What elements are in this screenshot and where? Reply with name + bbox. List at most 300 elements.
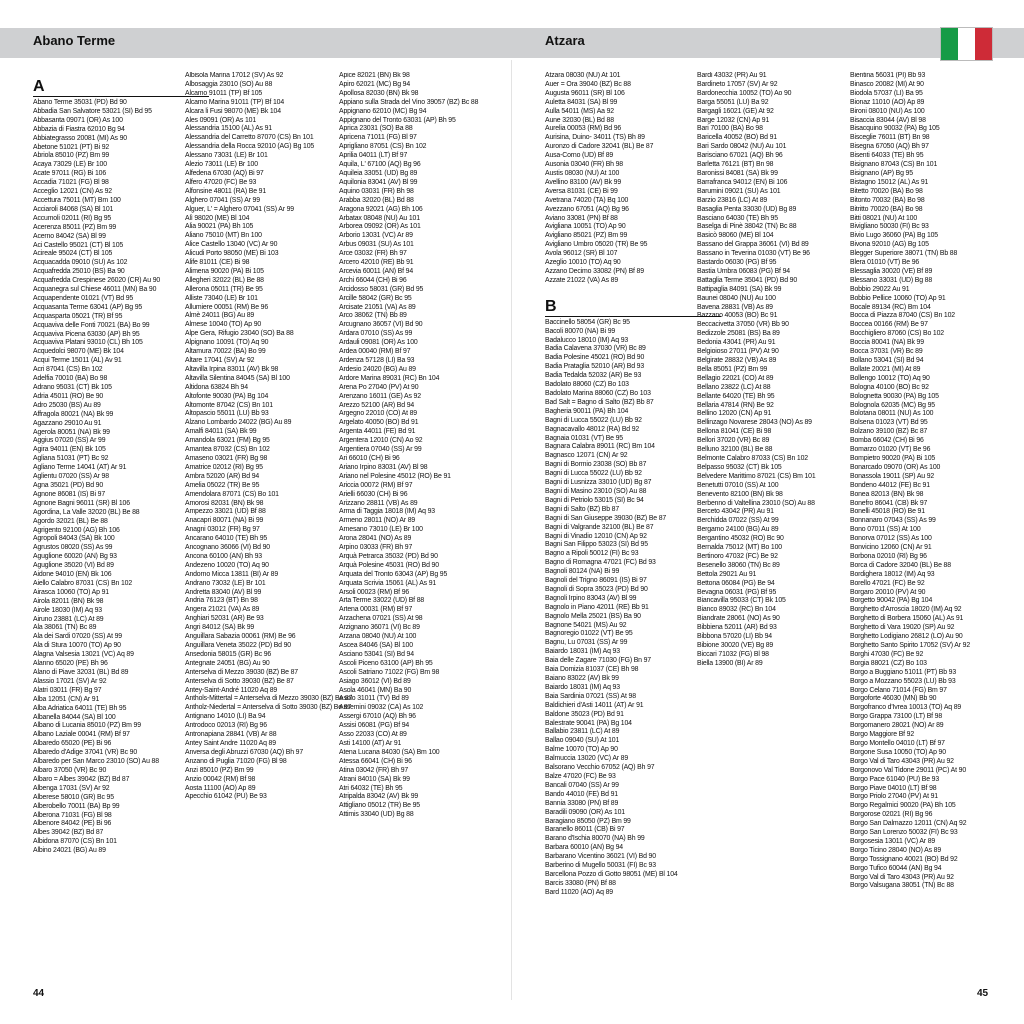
index-entry: Barge 12032 (CN) Ap 91 [697, 116, 770, 124]
index-entry: Assisi 06081 (PG) Bf 94 [339, 722, 410, 730]
index-entry: Binasco 20082 (MI) At 90 [850, 80, 924, 88]
index-entry: Acquanegra sul Chiese 46011 (MN) Ba 90 [33, 286, 157, 294]
index-entry: Agropoli 84043 (SA) Bk 100 [33, 535, 115, 543]
index-entry: Argegno 22010 (CO) At 89 [339, 410, 417, 418]
index-entry: Alba 12051 (CN) Ar 91 [33, 695, 100, 703]
index-entry: Azzano Decimo 33082 (PN) Bf 89 [545, 267, 644, 275]
index-entry: Argelato 40050 (BO) Bd 91 [339, 419, 419, 427]
index-entry: Baiano 83022 (AV) Bk 99 [545, 675, 619, 682]
index-entry: Agerola 80051 (NA) Bk 99 [33, 428, 110, 436]
index-entry: Bad Salt = Bagno di Salto (BZ) Bb 87 [545, 398, 654, 406]
index-entry: Auronzo di Cadore 32041 (BL) Be 87 [545, 143, 654, 151]
index-entry: Abbasanta 09071 (OR) As 100 [33, 116, 123, 124]
index-entry: Barano d'Ischia 80070 (NA) Bh 99 [545, 835, 645, 843]
index-entry: Antegnate 24051 (BG) Au 90 [185, 659, 270, 667]
index-entry: Badia Prataglia 52010 (AR) Bd 93 [545, 363, 645, 371]
index-entry: Atrani 84010 (SA) Bk 99 [339, 775, 410, 783]
index-entry: Badolato 88060 (CZ) Bo 103 [545, 381, 629, 389]
index-entry: Accumoli 02011 (RI) Bg 95 [33, 214, 112, 222]
index-entry: Antignano 14010 (LI) Ba 94 [185, 713, 266, 721]
index-entry: Bari Sardo 08042 (NU) Au 101 [697, 143, 787, 151]
index-entry: Bisegna 67050 (AQ) Bh 97 [850, 143, 929, 151]
index-entry: Baldone 35023 (PD) Bd 91 [545, 710, 624, 718]
index-entry: Borgo Val di Taro 43043 (PR) Au 92 [850, 757, 954, 765]
index-entry: Aprica 23031 (SO) Ba 88 [339, 125, 413, 133]
index-entry: Auletta 84031 (SA) Bl 99 [545, 98, 618, 106]
index-entry: Antronapiana 28841 (VB) Ar 88 [185, 731, 277, 739]
index-entry: Ancognano 36066 (VI) Bd 90 [185, 544, 270, 552]
index-entry: Adria 45011 (RO) Be 90 [33, 392, 104, 400]
index-entry: Alanno 65020 (PE) Bh 96 [33, 660, 108, 668]
index-entry: Bagni di San Giuseppe 39030 (BZ) Be 87 [545, 514, 667, 522]
index-entry: Bagnoli 80124 (NA) Bi 99 [545, 568, 620, 576]
index-entry: Bonelli 45018 (RO) Be 91 [850, 508, 925, 516]
index-column-4 [545, 72, 721, 992]
index-entry: Bagnara Calabra 89011 (RC) Bm 104 [545, 443, 655, 451]
index-entry: Alezio 73011 (LE) Br 100 [185, 161, 258, 169]
index-entry: Battaglia Terme 35041 (PD) Bd 90 [697, 276, 798, 284]
index-entry: Aprilia 04011 (LT) Bf 97 [339, 152, 408, 160]
index-entry: Agna 35021 (PD) Bd 90 [33, 481, 104, 489]
index-entry: Borbona 02010 (RI) Bg 96 [850, 552, 927, 560]
index-entry: Alzano Lombardo 24022 (BG) Au 89 [185, 419, 292, 427]
index-entry: Amantea 87032 (CS) Bn 102 [185, 446, 270, 454]
index-entry: Albano di Lucania 85010 (PZ) Bm 99 [33, 722, 141, 730]
index-entry: Anversa degli Abruzzi 67030 (AQ) Bh 97 [185, 748, 304, 756]
index-entry: Barberino di Mugello 50031 (FI) Bc 93 [545, 862, 656, 870]
index-entry: Bellano 23822 (LC) At 88 [697, 383, 771, 391]
index-entry: Agliano Terme 14041 (AT) Ar 91 [33, 464, 127, 472]
index-entry: Bitti 08021 (NU) At 100 [850, 214, 918, 222]
index-entry: Albaro 37050 (VR) Bc 90 [33, 766, 107, 774]
index-entry: Arcidosso 58031 (GR) Bd 95 [339, 285, 424, 293]
flag-stripe-red [975, 28, 992, 60]
index-entry: Arena Po 27040 (PV) At 90 [339, 383, 419, 391]
index-entry: Bettola 29021 Au 91 [697, 570, 757, 578]
index-entry: Ballao 09040 (SU) At 101 [545, 737, 620, 745]
index-entry: Airasca 10060 (TO) Ap 91 [33, 588, 109, 596]
index-entry: Bitonto 70032 (BA) Bo 98 [850, 196, 925, 204]
index-entry: Aiello Calabro 87031 (CS) Bn 102 [33, 579, 133, 587]
index-entry: Amelia 05022 (TR) Be 95 [185, 481, 260, 489]
index-entry: Bancali 07040 (SS) Ar 99 [545, 781, 619, 789]
index-entry: Bobbio Pellice 10060 (TO) Ap 91 [850, 294, 946, 302]
index-entry: Bari 70100 (BA) Bo 98 [697, 125, 763, 133]
index-entry: Arquata del Tronto 63043 (AP) Bg 95 [339, 570, 448, 578]
index-entry: Arborea 09092 (OR) As 101 [339, 223, 421, 231]
index-entry: Archi 66044 (CH) Bi 96 [339, 276, 407, 284]
index-entry: Acquasanta Terme 63041 (AP) Bg 95 [33, 303, 143, 311]
index-entry: Bacoli 80070 (NA) Bi 99 [545, 327, 616, 335]
index-entry: Bolzano 39100 (BZ) Bc 87 [850, 428, 928, 436]
index-entry: Baragiano 85050 (PZ) Bm 99 [545, 817, 631, 825]
entry-list [185, 72, 361, 802]
index-entry: Balsorano Vecchio 67052 (AQ) Bh 97 [545, 764, 655, 772]
index-entry: Arco 38062 (TN) Bb 89 [339, 312, 407, 320]
index-entry: Arzana 08040 (NU) At 100 [339, 633, 417, 641]
index-entry: Aguglione 35020 (VI) Bd 89 [33, 562, 114, 570]
index-entry: Arzachena 07021 (SS) At 98 [339, 615, 423, 623]
index-entry: Baiardo 18031 (IM) Aq 93 [545, 683, 620, 691]
index-entry: Biccari 71032 (FG) Bl 98 [697, 650, 769, 658]
index-entry: Biella 13900 (BI) Ar 89 [697, 659, 763, 667]
index-entry: Bagnoregio 01022 (VT) Be 95 [545, 630, 633, 638]
index-entry: Ardara 07010 (SS) As 99 [339, 330, 413, 338]
index-entry: Biancavilla 95033 (CT) Bk 105 [697, 597, 786, 605]
index-entry: Atripalda 83042 (AV) Bk 99 [339, 793, 419, 801]
index-entry: Amendolara 87071 (CS) Bo 101 [185, 490, 279, 498]
index-entry: Acerno 84042 (SA) Bl 99 [33, 232, 106, 240]
right-page-title: Atzara [545, 33, 585, 48]
index-entry: Amatrice 02012 (RI) Bg 95 [185, 463, 263, 471]
index-entry: Bagno di Romagna 47021 (FC) Bd 93 [545, 559, 656, 567]
index-entry: Arnesano 73010 (LE) Br 100 [339, 526, 423, 534]
index-entry: Arenzano 16011 (GE) As 92 [339, 392, 421, 400]
index-entry: Abriola 85010 (PZ) Bm 99 [33, 152, 110, 160]
index-entry: Bono 07011 (SS) At 100 [850, 526, 921, 534]
index-entry: Anguillara Sabazia 00061 (RM) Be 96 [185, 633, 296, 641]
index-entry: Basciano 64030 (TE) Bh 95 [697, 214, 778, 222]
index-entry: Anterselva di Mezzo 39030 (BZ) Be 87 [185, 668, 298, 676]
index-entry: Bibbona 57020 (LI) Bb 94 [697, 633, 772, 641]
index-entry: Altomonte 87042 (CS) Bn 101 [185, 401, 273, 409]
index-entry: Aragona 92021 (AG) Bh 106 [339, 205, 423, 213]
index-entry: Borgaro 20010 (PV) At 90 [850, 588, 926, 596]
index-entry: Atzara 08030 (NU) At 101 [545, 72, 621, 79]
index-entry: Borgo Tufico 60044 (AN) Bg 94 [850, 864, 942, 872]
index-entry: Borgo Valsugana 38051 (TN) Bc 88 [850, 882, 954, 890]
index-entry: Alfedena 67030 (AQ) Bi 97 [185, 169, 264, 177]
index-entry: Bonea 82013 (BN) Bk 98 [850, 490, 924, 498]
index-column-2 [185, 72, 361, 992]
index-entry: Aidone 94010 (EN) Bk 106 [33, 571, 112, 579]
index-entry: Allerona 05011 (TR) Be 95 [185, 285, 263, 293]
index-entry: Ales 09091 (OR) As 101 [185, 116, 257, 124]
index-entry: Bardineto 17057 (SV) Ar 92 [697, 80, 778, 88]
index-entry: Bagnolo Mella 25021 (BS) Ba 90 [545, 612, 641, 620]
index-entry: Artena 00031 (RM) Bf 97 [339, 606, 413, 614]
index-entry: Bivigliano 50030 (FI) Bc 93 [850, 223, 929, 231]
index-entry: Bellino 12020 (CN) Ap 91 [697, 410, 772, 418]
index-entry: Belgioioso 27011 (PV) At 90 [697, 348, 779, 356]
index-entry: Amalfi 84011 (SA) Bk 99 [185, 428, 257, 436]
index-entry: Bobbio 29022 Au 91 [850, 285, 910, 293]
index-entry: Aguglione 60020 (AN) Bg 93 [33, 553, 117, 561]
index-entry: Acquasparta 05021 (TR) Bf 95 [33, 312, 123, 320]
index-column-3 [339, 72, 515, 992]
index-entry: Ariano Irpino 83031 (AV) Bl 98 [339, 463, 428, 471]
index-entry: Andretta 83040 (AV) Bl 99 [185, 588, 262, 596]
index-entry: Bitritto 70020 (BA) Bo 98 [850, 205, 923, 213]
index-entry: Anghiari 52031 (AR) Be 93 [185, 615, 264, 623]
index-entry: Bolotana 08011 (NU) As 100 [850, 410, 934, 418]
index-entry: Borgo Grappa 73100 (LT) Bf 98 [850, 713, 943, 721]
index-entry: Agrigento 92100 (AG) Bh 106 [33, 526, 120, 534]
index-entry: Bavena 28831 (VB) As 89 [697, 303, 773, 311]
index-entry: Avigliano Umbro 05020 (TR) Be 95 [545, 241, 648, 249]
index-entry: Alicudi Porto 98050 (ME) Bi 103 [185, 250, 279, 258]
index-entry: Bertinoro 47032 (FC) Be 92 [697, 552, 778, 560]
index-entry: Agazzano 29010 Au 91 [33, 419, 102, 427]
index-entry: Aquino 03031 (FR) Bh 98 [339, 187, 414, 195]
index-entry: Albaredo d'Adige 37041 (VR) Bc 90 [33, 749, 138, 757]
index-entry: Borgomanero 28021 (NO) Ar 89 [850, 722, 944, 730]
index-entry: Borgo Ticino 28040 (NO) As 89 [850, 846, 942, 854]
index-entry: Amandola 63021 (FM) Bg 95 [185, 437, 270, 445]
index-entry: Alcara li Fusi 98070 (ME) Bk 104 [185, 107, 281, 115]
index-entry: Altofonte 90030 (PA) Bg 104 [185, 392, 269, 400]
index-entry: Borello 47021 (FC) Be 92 [850, 579, 925, 587]
index-entry: Boccia 80041 (NA) Bk 99 [850, 339, 924, 347]
index-entry: Borgonovo Val Tidone 29011 (PC) At 90 [850, 766, 967, 774]
index-entry: Barumini 09021 (SU) As 101 [697, 187, 781, 195]
index-entry: Bagnaia 01031 (VT) Be 95 [545, 434, 623, 442]
index-entry: Aosta 11100 (AO) Ap 89 [185, 784, 256, 792]
index-entry: Arcugnano 36057 (VI) Bd 90 [339, 321, 423, 329]
index-entry: Borghetto d'Arroscia 18020 (IM) Aq 92 [850, 606, 962, 614]
index-entry: Altare 17041 (SV) Ar 92 [185, 357, 255, 364]
index-entry: Baradili 09090 (OR) As 101 [545, 808, 625, 816]
index-entry: Acate 97011 (RG) Bi 106 [33, 170, 107, 178]
index-entry: Arcevia 60011 (AN) Bf 94 [339, 267, 414, 275]
index-entry: Alba Adriatica 64011 (TE) Bh 95 [33, 704, 127, 712]
index-entry: Ampezzo 33021 (UD) Bf 88 [185, 508, 266, 516]
index-entry: Belpasso 95032 (CT) Bk 105 [697, 463, 782, 471]
index-entry: Bistagno 15012 (AL) As 91 [850, 178, 929, 186]
index-entry: Alfero 47020 (FC) Be 93 [185, 178, 257, 186]
entry-list [850, 72, 1024, 891]
index-entry: Bientina 56031 (PI) Bb 93 [850, 72, 926, 79]
index-entry: Austis 08030 (NU) At 100 [545, 169, 620, 177]
index-entry: Altavilla Irpina 83011 (AV) Bk 98 [185, 365, 279, 373]
index-entry: Bisaccia 83044 (AV) Bl 98 [850, 116, 926, 124]
index-entry: Arizzano 28811 (VB) As 89 [339, 499, 418, 507]
index-entry: Bitetto 70020 (BA) Bo 98 [850, 187, 923, 195]
index-entry: Baia Sardinia 07021 (SS) At 98 [545, 692, 636, 700]
index-entry: Albaredo 65020 (PE) Bi 96 [33, 740, 112, 748]
index-entry: Acireale 95024 (CT) Bl 105 [33, 250, 113, 258]
index-entry: Borgo Regalmici 90020 (PA) Bh 105 [850, 802, 956, 810]
index-entry: Andorno Micca 13811 (BI) Ar 89 [185, 570, 279, 578]
index-entry: Accadia 71021 (FG) Bl 98 [33, 179, 109, 187]
index-entry: Badia Calavena 37030 (VR) Bc 89 [545, 345, 646, 353]
index-entry: Bolsena 01023 (VT) Bd 95 [850, 419, 928, 427]
index-entry: Baricella 40052 (BO) Bd 91 [697, 134, 777, 142]
index-entry: Agordina, La Valle 32020 (BL) Be 88 [33, 508, 140, 516]
index-entry: Apollosa 82030 (BN) Bk 98 [339, 89, 419, 97]
index-entry: Anthols-Mittertal = Anterselva di Mezzo 39030 (BZ) Be 87 [185, 695, 353, 703]
index-entry: Ala di Stura 10070 (TO) Ap 90 [33, 642, 121, 650]
index-entry: Alassio 17021 (SV) Ar 92 [33, 677, 107, 685]
index-entry: Appignano del Tronto 63031 (AP) Bh 95 [339, 116, 456, 124]
index-entry: Alfonsine 48011 (RA) Be 91 [185, 187, 267, 195]
index-entry: Albano Laziale 00041 (RM) Bf 97 [33, 731, 130, 739]
index-entry: Ardea 00040 (RM) Bf 97 [339, 348, 411, 356]
index-entry: Appignano 62010 (MC) Bg 94 [339, 107, 427, 115]
index-entry: Baiardo 18031 (IM) Aq 93 [545, 648, 620, 656]
index-entry: Arabba 32020 (BL) Bd 88 [339, 196, 414, 204]
index-entry: Alimena 90020 (PA) Bi 105 [185, 267, 264, 275]
index-entry: Acerenza 85011 (PZ) Bm 99 [33, 223, 117, 231]
index-entry: Bomba 66042 (CH) Bi 96 [850, 437, 924, 445]
index-column-5 [697, 72, 873, 992]
index-entry: Alliste 73040 (LE) Br 101 [185, 294, 258, 302]
index-entry: Ballabio 23811 (LC) At 89 [545, 728, 620, 736]
index-entry: Bonnanaro 07043 (SS) As 99 [850, 517, 936, 525]
index-entry: Asti 14100 (AT) Ar 91 [339, 739, 402, 747]
index-entry: Argentiera 07040 (SS) Ar 99 [339, 446, 422, 454]
index-entry: Alcamo 91011 (TP) Bf 105 [185, 89, 263, 97]
index-entry: Bonefro 86041 (CB) Bk 97 [850, 499, 928, 507]
index-entry: Bagheria 90011 (PA) Bh 104 [545, 407, 629, 415]
index-entry: Atri 64032 (TE) Bh 95 [339, 784, 403, 792]
index-entry: Acciaroli 84068 (SA) Bl 101 [33, 205, 114, 213]
right-page-number: 45 [977, 988, 989, 999]
index-entry: Aquila, L' 67100 (AQ) Bg 96 [339, 161, 421, 169]
index-entry: Blera 01010 (VT) Be 96 [850, 259, 920, 267]
index-entry: Berceto 43042 (PR) Au 91 [697, 508, 774, 516]
index-entry: Attigliano 05012 (TR) Be 95 [339, 802, 420, 810]
index-entry: Albenga 17031 (SV) Ar 92 [33, 784, 110, 792]
index-entry: Anagni 03012 (FR) Bg 97 [185, 526, 260, 534]
index-entry: Avola 96012 (SR) Bl 107 [545, 250, 618, 258]
index-entry: Acquacadda 09010 (SU) As 102 [33, 259, 128, 267]
index-entry: Bagni di Petriolo 53015 (SI) Bc 94 [545, 496, 644, 504]
index-entry: Borgosesia 13011 (VC) Ar 89 [850, 837, 936, 845]
index-entry: Albanella 84044 (SA) Bl 100 [33, 713, 116, 721]
index-entry: Apricena 71011 (FG) Bl 97 [339, 134, 417, 142]
index-entry: Asolo 31011 (TV) Bd 89 [339, 695, 409, 703]
index-entry: Baia delle Zagare 71030 (FG) Bn 97 [545, 657, 651, 665]
index-entry: Albes 39042 (BZ) Bd 87 [33, 829, 104, 837]
index-entry: Bevagna 06031 (PG) Bf 95 [697, 588, 777, 596]
index-entry: Belgirate 28832 (VB) As 89 [697, 357, 777, 364]
index-entry: Benevento 82100 (BN) Bk 98 [697, 490, 783, 498]
index-entry: Ardore Marina 89031 (RC) Bn 104 [339, 374, 440, 382]
index-entry: Accettura 75011 (MT) Bm 100 [33, 196, 121, 204]
index-entry: Alessano 73031 (LE) Br 101 [185, 152, 268, 160]
index-entry: Atessa 66041 (CH) Bi 96 [339, 757, 412, 765]
index-entry: Almese 10040 (TO) Ap 90 [185, 321, 262, 329]
index-entry: Borghetto Lodigiano 26812 (LO) Au 90 [850, 633, 963, 641]
index-entry: Bardi 43032 (PR) Au 91 [697, 72, 767, 79]
index-entry: Bomarzo 01020 (VT) Be 96 [850, 446, 931, 454]
index-entry: Anguillara Veneta 35022 (PD) Bd 90 [185, 642, 291, 649]
index-entry: Bagno a Ripoli 50012 (FI) Bc 93 [545, 550, 639, 558]
index-entry: Altamura 70022 (BA) Bo 99 [185, 348, 266, 356]
index-entry: Airola 82011 (BN) Bk 98 [33, 597, 104, 605]
index-entry: Bedizzole 25081 (BS) Ba 89 [697, 330, 780, 338]
index-entry: Barcis 33080 (PN) Bf 88 [545, 879, 616, 887]
index-entry: Borgo Celano 71014 (FG) Bm 97 [850, 686, 947, 694]
index-entry: Bollano 53041 (SI) Bd 94 [850, 357, 924, 364]
index-entry: Badolato Marina 88060 (CZ) Bo 103 [545, 390, 651, 397]
index-entry: Alessandria della Rocca 92010 (AG) Bg 105 [185, 143, 315, 151]
entry-list [545, 319, 721, 898]
index-entry: Anzi 85010 (PZ) Bm 99 [185, 766, 254, 774]
index-entry: Alcamo Marina 91011 (TP) Bf 104 [185, 98, 285, 106]
index-entry: Baldichieri d'Asti 14011 (AT) Ar 91 [545, 701, 644, 709]
index-entry: Almè 24011 (BG) Au 89 [185, 312, 255, 320]
index-entry: Albenore 84042 (PE) Bi 96 [33, 820, 112, 828]
index-entry: Armeno 28011 (NO) Ar 89 [339, 517, 416, 525]
entry-list [697, 72, 873, 669]
index-entry: Barbarano Vicentino 36021 (VI) Bd 90 [545, 853, 656, 861]
index-entry: Albidona 87070 (CS) Bn 101 [33, 838, 117, 846]
index-entry: Balze 47020 (FC) Be 93 [545, 772, 616, 780]
index-entry: Atena Lucana 84030 (SA) Bm 100 [339, 748, 440, 756]
index-entry: Ancarano 64010 (TE) Bh 95 [185, 535, 268, 543]
index-entry: Alagna Valsesia 13021 (VC) Aq 89 [33, 651, 134, 659]
index-entry: Aulla 54011 (MS) Aa 92 [545, 107, 614, 115]
index-entry: Acqui Terme 15011 (AL) Av 91 [33, 357, 122, 365]
index-entry: Baselga di Pinè 38042 (TN) Bc 88 [697, 223, 797, 231]
index-entry: Avigliana 10051 (TO) Ap 90 [545, 223, 626, 231]
index-entry: Bolognetta 90030 (PA) Bg 105 [850, 392, 939, 400]
index-entry: Arsoli 00023 (RM) Bf 96 [339, 588, 410, 596]
index-column-6 [850, 72, 1024, 992]
index-entry: Badia Polesine 45021 (RO) Bd 90 [545, 354, 645, 362]
index-entry: Borghetto di Vara 19020 (SP) Au 92 [850, 624, 955, 632]
index-entry: Abbiategrasso 20081 (MI) As 90 [33, 134, 127, 142]
index-entry: Arquà Polesine 45031 (RO) Bd 90 [339, 561, 439, 569]
index-entry: Airuno 23881 (LC) At 89 [33, 615, 104, 623]
index-entry: Borgo Maggiore Bf 92 [850, 731, 915, 739]
index-entry: Borgo Val di Taro 43043 (PR) Au 92 [850, 873, 954, 881]
index-entry: Asso 22033 (CO) At 89 [339, 731, 407, 739]
index-entry: Balme 10070 (TO) Ap 90 [545, 746, 618, 754]
index-column-1 [33, 72, 209, 992]
index-entry: Bompietro 90020 (PA) Bi 105 [850, 454, 936, 462]
index-entry: Altavilla Silentina 84045 (SA) Bl 100 [185, 374, 290, 382]
index-entry: Antey-Saint-André 11020 Aq 89 [185, 686, 278, 694]
entry-list [545, 72, 721, 286]
index-entry: Ascea 84046 (SA) Bl 100 [339, 642, 413, 649]
index-entry: Bironi 08010 (NU) As 100 [850, 107, 925, 115]
index-entry: Appiano sulla Strada del Vino 39057 (BZ) Bc 88 [339, 98, 479, 106]
index-entry: Albosaggia 23010 (SO) Au 88 [185, 80, 273, 88]
index-entry: Bagni di Valgrande 32100 (BL) Be 87 [545, 523, 654, 531]
entry-list [339, 72, 515, 820]
index-entry: Arbatax 08048 (NU) Au 101 [339, 214, 420, 222]
index-entry: Agrustos 08020 (SS) As 99 [33, 544, 113, 552]
index-entry: Bisceglie 76011 (BT) Bn 98 [850, 134, 930, 142]
index-entry: Borghetto di Borbera 15060 (AL) As 91 [850, 615, 964, 623]
index-entry: Bollengo 10012 (TO) Aq 90 [850, 374, 930, 382]
index-entry: Borghetto Santo Spirito 17052 (SV) Ar 92 [850, 642, 971, 649]
index-entry: Bagni San Filippo 53023 (SI) Bd 95 [545, 541, 648, 549]
index-entry: Ariano nel Polesine 45012 (RO) Be 91 [339, 472, 451, 480]
index-entry: Biodola 57037 (LI) Ba 95 [850, 89, 923, 97]
index-entry: Arma di Taggia 18018 (IM) Aq 93 [339, 508, 435, 516]
index-entry: Acquapendente 01021 (VT) Bd 95 [33, 294, 134, 302]
index-entry: Bagnacavallo 48012 (RA) Bd 92 [545, 425, 640, 433]
index-entry: Anzio 00042 (RM) Bf 98 [185, 775, 256, 783]
index-entry: Asiago 36012 (VI) Bd 89 [339, 677, 411, 685]
index-entry: Acquedolci 98070 (ME) Bk 104 [33, 348, 124, 356]
index-entry: Acquafredda 25010 (BS) Ba 90 [33, 268, 125, 276]
index-entry: Abbadia San Salvatore 53021 (SI) Bd 95 [33, 107, 152, 115]
index-entry: Alessandria 15100 (AL) As 91 [185, 125, 272, 133]
index-entry: Aglientu 07020 (SS) Ar 98 [33, 473, 109, 481]
index-entry: Anterselva di Sotto 39030 (BZ) Be 87 [185, 677, 294, 685]
index-entry: Ariccia 00072 (RM) Bf 97 [339, 481, 413, 489]
index-entry: Benetutti 07010 (SS) At 100 [697, 481, 779, 489]
index-entry: Bagni di Salto (BZ) Bb 87 [545, 505, 620, 513]
index-entry: Ausa-Corno (UD) Bf 89 [545, 152, 614, 160]
index-entry: Asciano 53041 (SI) Bd 94 [339, 650, 414, 658]
index-entry: Bonarcado 09070 (OR) As 100 [850, 463, 941, 471]
